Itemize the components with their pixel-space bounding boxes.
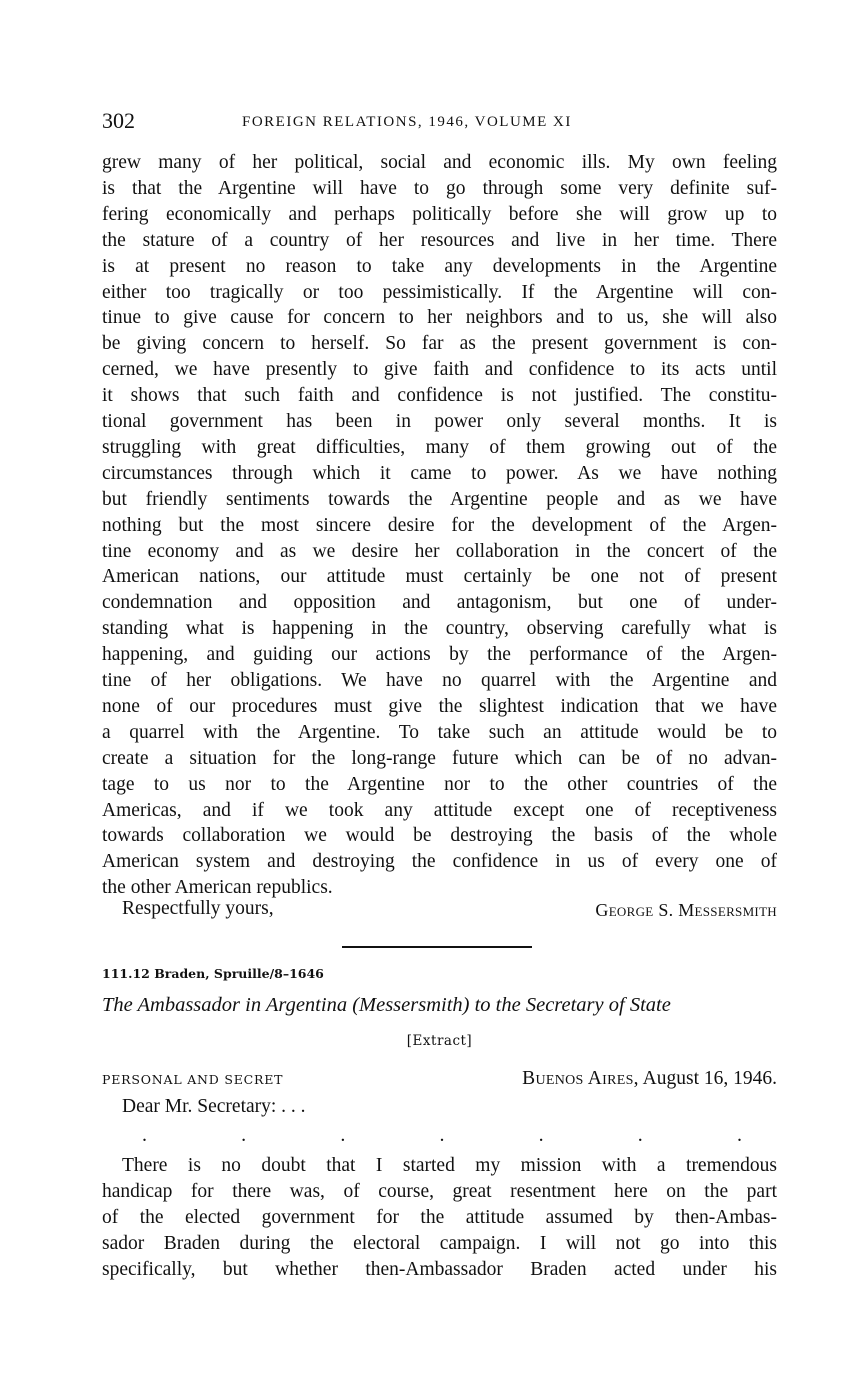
text-line: is at present no reason to take any developments in the Argentine [102, 255, 777, 277]
text-line: sador Braden during the electoral campaign. I will not go into this [102, 1232, 777, 1254]
text-line: condemnation and opposition and antagonism, but one of under- [102, 592, 777, 614]
place: Buenos Aires, [522, 1068, 639, 1089]
section-divider [342, 946, 532, 948]
date: August 16, 1946. [642, 1068, 777, 1089]
text-line: but friendly sentiments towards the Argentine people and as we have [102, 488, 777, 510]
text-line: the stature of a country of her resources and live in her time. There [102, 229, 777, 251]
text-line: is that the Argentine will have to go through some very definite suf- [102, 177, 777, 199]
text-line: tage to us nor to the Argentine nor to the other countries of the [102, 773, 777, 795]
place-date [522, 1068, 777, 1090]
text-line: circumstances through which it came to power. As we have nothing [102, 462, 777, 484]
text-line: grew many of her political, social and economic ills. My own feeling [102, 152, 777, 173]
page-header [102, 108, 777, 140]
text-line: There is no doubt that I started my mission with a tremendous [122, 1155, 777, 1176]
text-line: tinue to give cause for concern to her neighbors and to us, she will also [102, 307, 777, 329]
extract-label: [Extract] [406, 1033, 473, 1049]
text-line: happening, and guiding our actions by the performance of the Argen- [102, 644, 777, 666]
text-line: tine of her obligations. We have no quarrel with the Argentine and [102, 670, 777, 691]
signoff: Respectfully yours, [122, 898, 274, 919]
text-line: struggling with great difficulties, many of them growing out of the [102, 436, 777, 458]
text-line: it shows that such faith and confidence is not justified. The constitu- [102, 385, 777, 407]
text-line: nothing but the most sincere desire for the development of the Argen- [102, 514, 777, 536]
text-line: handicap for there was, of course, great resentment here on the part [102, 1180, 777, 1202]
text-line: cerned, we have presently to give faith and confidence to its acts until [102, 359, 777, 381]
ellipsis-dot: . [538, 1124, 544, 1146]
ellipsis-dot: . [439, 1124, 445, 1146]
text-line: Americas, and if we took any attitude except one of receptiveness [102, 799, 777, 821]
ellipsis-dot: . [340, 1124, 346, 1146]
text-line: fering economically and perhaps politically before she will grow up to [102, 203, 777, 225]
page-number: 302 [102, 108, 135, 133]
ellipsis-dot: . [142, 1124, 147, 1146]
text-line: of the elected government for the attitude assumed by then-Ambas- [102, 1206, 777, 1228]
document-title: The Ambassador in Argentina (Messersmith) to the Secretary of State [102, 994, 671, 1016]
signer-name: George S. Messersmith [595, 900, 777, 920]
text-line: either too tragically or too pessimistically. If the Argentine will con- [102, 281, 777, 303]
text-line: towards collaboration we would be destroying the basis of the whole [102, 825, 777, 847]
ellipsis-dot: . [241, 1124, 247, 1146]
text-line: the other American republics. [102, 877, 333, 899]
text-line: tional government has been in power only several months. It is [102, 411, 777, 432]
text-line: none of our procedures must give the slightest indication that we have [102, 695, 777, 717]
text-line: American system and destroying the confidence in us of every one of [102, 851, 777, 873]
text-line: American nations, our attitude must certainly be one not of present [102, 566, 777, 588]
ellipsis-dot: . [637, 1124, 643, 1146]
text-line: tine economy and as we desire her collaboration in the concert of the [102, 540, 777, 562]
omission-ellipsis [142, 1124, 742, 1144]
running-head: FOREIGN RELATIONS, 1946, VOLUME XI [242, 114, 572, 130]
text-line: create a situation for the long-range future which can be of no advan- [102, 747, 777, 769]
ellipsis-dot: . [736, 1124, 742, 1146]
text-line: specifically, but whether then-Ambassador Braden acted under his [102, 1258, 777, 1280]
file-reference: 111.12 Braden, Spruille/8–1646 [102, 966, 324, 981]
text-line: a quarrel with the Argentine. To take such an attitude would be to [102, 721, 777, 743]
classification-label: PERSONAL AND SECRET [102, 1072, 284, 1087]
salutation: Dear Mr. Secretary: . . . [122, 1096, 306, 1117]
text-line: standing what is happening in the country, observing carefully what is [102, 618, 777, 640]
text-line: be giving concern to herself. So far as the present government is con- [102, 333, 777, 355]
